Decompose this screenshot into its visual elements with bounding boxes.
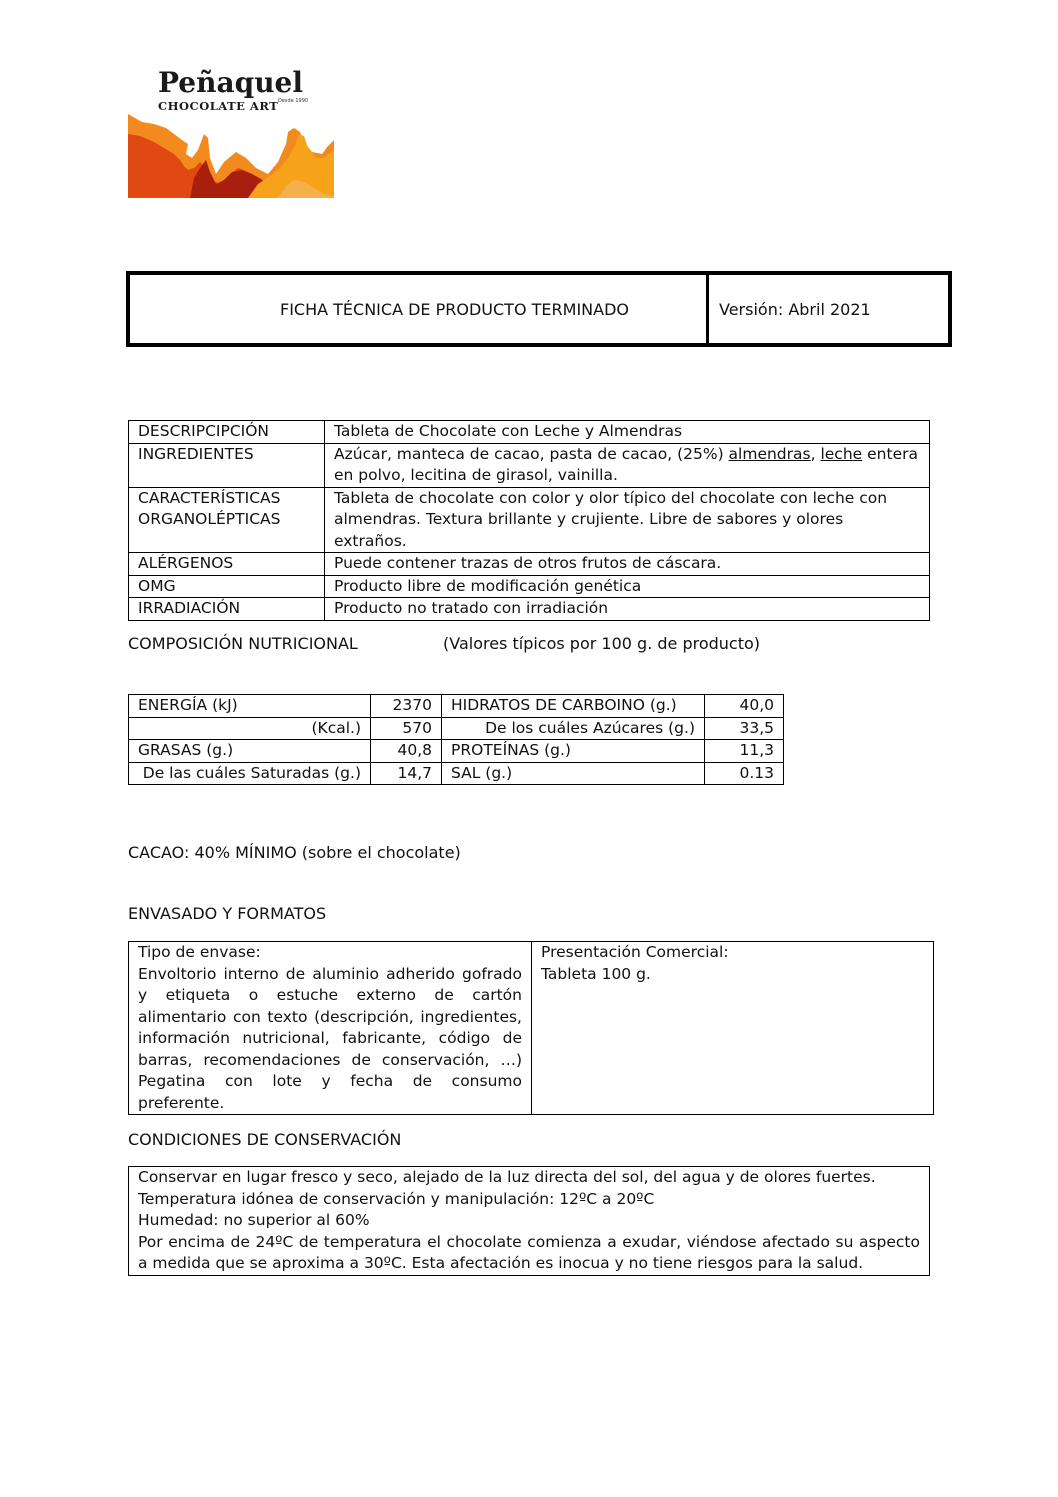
salt-value: 0.13: [705, 762, 784, 785]
carbs-value: 40,0: [705, 695, 784, 718]
saturated-fat-label: De las cuáles Saturadas (g.): [129, 762, 371, 785]
protein-label: PROTEÍNAS (g.): [442, 740, 705, 763]
energy-kcal-label: (Kcal.): [129, 717, 371, 740]
nutrition-note: (Valores típicos por 100 g. de producto): [443, 634, 761, 653]
presentation-label: Presentación Comercial:: [541, 943, 729, 961]
energy-kj-value: 2370: [371, 695, 442, 718]
ingredientes-separator: ,: [810, 444, 821, 463]
conservation-line-3: Humedad: no superior al 60%: [138, 1211, 370, 1229]
ingredientes-text-2: entera en polvo, lecitina de girasol, vainilla.: [334, 444, 918, 484]
caracteristicas-label: [129, 487, 325, 553]
conservation-cell: [129, 1167, 930, 1276]
cacao-line: [128, 843, 461, 862]
caracteristicas-label-line2: ORGANOLÉPTICAS: [138, 510, 281, 528]
cacao-label: CACAO:: [128, 843, 190, 862]
ingredientes-text-1: Azúcar, manteca de cacao, pasta de cacao, (25%): [334, 444, 729, 463]
packaging-type-cell: [129, 942, 532, 1115]
document-title: FICHA TÉCNICA DE PRODUCTO TERMINADO: [280, 299, 629, 319]
packaging-type-value: Envoltorio interno de aluminio adherido gofrado y etiqueta o estuche externo de cartón alimentario con texto (descripción, ingredientes, información nutricional, fabricante, código de barras, recomendaciones de conservación, …) Pegatina con lote y fecha de consumo preferente.: [138, 964, 522, 1112]
fat-label: GRASAS (g.): [129, 740, 371, 763]
sugars-label: De los cuáles Azúcares (g.): [442, 717, 705, 740]
version-label: Versión: Abril 2021: [719, 299, 871, 319]
omg-label: OMG: [129, 575, 325, 598]
saturated-fat-value: 14,7: [371, 762, 442, 785]
logo-subtitle: CHOCOLATE ART: [158, 99, 279, 113]
header-title-cell: [130, 275, 709, 343]
protein-value: 11,3: [705, 740, 784, 763]
table-row: [129, 443, 930, 487]
table-row: [129, 553, 930, 576]
cacao-value: 40% MÍNIMO (sobre el chocolate): [189, 843, 461, 862]
alergenos-label: ALÉRGENOS: [129, 553, 325, 576]
conservation-line-4: Por encima de 24ºC de temperatura el chocolate comienza a exudar, viéndose afectado su aspecto a medida que se aproxima a 30ºC. Esta afectación es inocua y no tiene riesgos para la salud.: [138, 1232, 920, 1272]
conservation-line-2: Temperatura idónea de conservación y manipulación: 12ºC a 20ºC: [138, 1189, 655, 1208]
nutrition-table: [128, 694, 784, 785]
caracteristicas-label-line1: CARACTERÍSTICAS: [138, 488, 281, 507]
conservation-heading: CONDICIONES DE CONSERVACIÓN: [128, 1130, 402, 1149]
packaging-type-label: Tipo de envase:: [138, 943, 261, 961]
logo-graphic: [128, 114, 334, 198]
table-row: [129, 575, 930, 598]
table-row: [129, 1167, 930, 1276]
table-row: [129, 762, 784, 785]
table-row: [129, 740, 784, 763]
allergen-almendras: almendras: [728, 444, 811, 463]
conservation-table: [128, 1166, 930, 1276]
descripcion-label: DESCRIPCIPCIÓN: [129, 421, 325, 444]
table-row: [129, 942, 934, 1115]
alergenos-value: Puede contener trazas de otros frutos de cáscara.: [325, 553, 930, 576]
logo-brand: Peñaquel: [158, 66, 304, 99]
table-row: [129, 598, 930, 621]
packaging-table: [128, 941, 934, 1115]
conservation-line-1: Conservar en lugar fresco y seco, alejado de la luz directa del sol, del agua y de olores fuertes.: [138, 1168, 876, 1186]
presentation-value: Tableta 100 g.: [541, 964, 651, 983]
omg-value: Producto libre de modificación genética: [325, 575, 930, 598]
fat-value: 40,8: [371, 740, 442, 763]
product-description-table: [128, 420, 930, 621]
caracteristicas-value: Tableta de chocolate con color y olor típico del chocolate con leche con almendras. Textura brillante y crujiente. Libre de sabores y olores extraños.: [325, 487, 930, 553]
energy-kj-label: ENERGÍA (kJ): [129, 695, 371, 718]
table-row: [129, 487, 930, 553]
presentation-cell: [532, 942, 934, 1115]
header-box: [126, 271, 952, 347]
energy-kcal-value: 570: [371, 717, 442, 740]
descripcion-value: Tableta de Chocolate con Leche y Almendras: [325, 421, 930, 444]
logo-tiny-text: Desde 1990: [278, 98, 309, 104]
salt-label: SAL (g.): [442, 762, 705, 785]
irradiacion-value: Producto no tratado con irradiación: [325, 598, 930, 621]
sugars-value: 33,5: [705, 717, 784, 740]
table-row: [129, 717, 784, 740]
company-logo: [128, 66, 334, 198]
table-row: [129, 695, 784, 718]
carbs-label: HIDRATOS DE CARBOINO (g.): [442, 695, 705, 718]
ingredientes-value: [325, 443, 930, 487]
allergen-leche: leche: [820, 444, 863, 463]
irradiacion-label: IRRADIACIÓN: [129, 598, 325, 621]
table-row: [129, 421, 930, 444]
packaging-heading: ENVASADO Y FORMATOS: [128, 904, 327, 923]
ingredientes-label: INGREDIENTES: [129, 443, 325, 487]
nutrition-heading: COMPOSICIÓN NUTRICIONAL: [128, 634, 358, 653]
